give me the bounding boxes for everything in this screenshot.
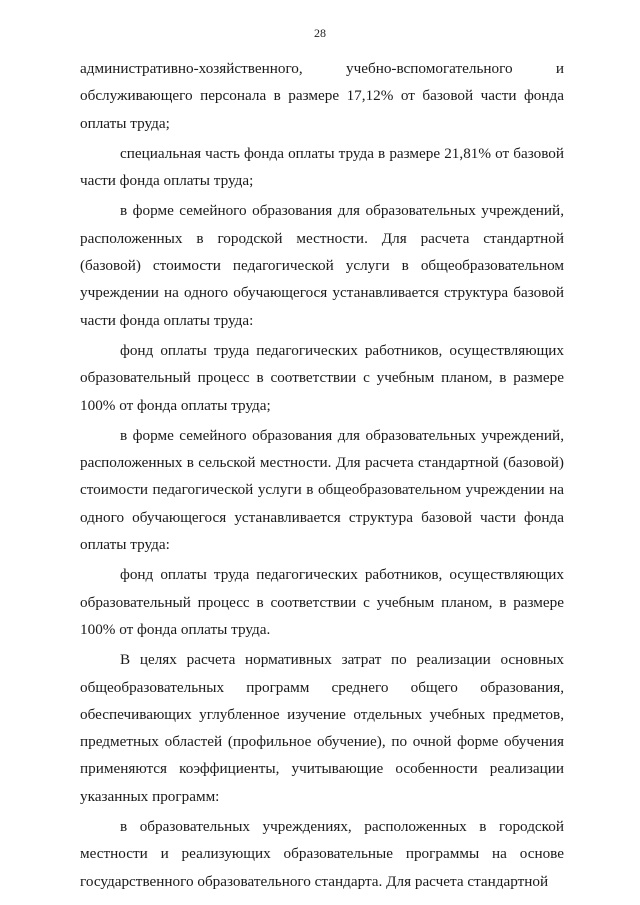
paragraph-4: фонд оплаты труда педагогических работников, осуществляющих образовательный процесс в соответствии с учебным планом, в размере 100% от фонда оплаты труда;: [80, 341, 564, 414]
paragraph-1: административно-хозяйственного, учебно-вспомогательного и обслуживающего персонала в размере 17,12% от базовой части фонда оплаты труда;: [80, 60, 564, 132]
paragraph-5: в форме семейного образования для образовательных учреждений, расположенных в сельской местности. Для расчета стандартной (базовой) стоимости педагогической услуги в общеобразовательном учреждении на одного обучающегося устанавливается структура базовой части фонда оплаты труда:: [80, 426, 564, 554]
paragraph-6: фонд оплаты труда педагогических работников, осуществляющих образовательный процесс в соответствии с учебным планом, в размере 100% от фонда оплаты труда.: [80, 566, 564, 638]
paragraph-8: в образовательных учреждениях, расположенных в городской местности и реализующих образовательные программы на основе государственного образовательного стандарта. Для расчета стандартной: [80, 818, 564, 890]
paragraph-7: В целях расчета нормативных затрат по реализации основных общеобразовательных программ среднего общего образования, обеспечивающих углубленное изучение отдельных учебных предметов, предметных областей (профильное обучение), по очной форме обучения применяются коэффициенты, учитывающие особенности реализации указанных программ:: [80, 651, 564, 805]
body-text: [80, 55, 564, 895]
paragraph-3: в форме семейного образования для образовательных учреждений, расположенных в городской местности. Для расчета стандартной (базовой) стоимости педагогической услуги в общеобразовательном учреждении на одного обучающегося устанавливается структура базовой части фонда оплаты труда:: [80, 202, 564, 329]
page-number: 28: [314, 26, 326, 40]
paragraph-2: специальная часть фонда оплаты труда в размере 21,81% от базовой части фонда оплаты труда;: [80, 144, 564, 190]
